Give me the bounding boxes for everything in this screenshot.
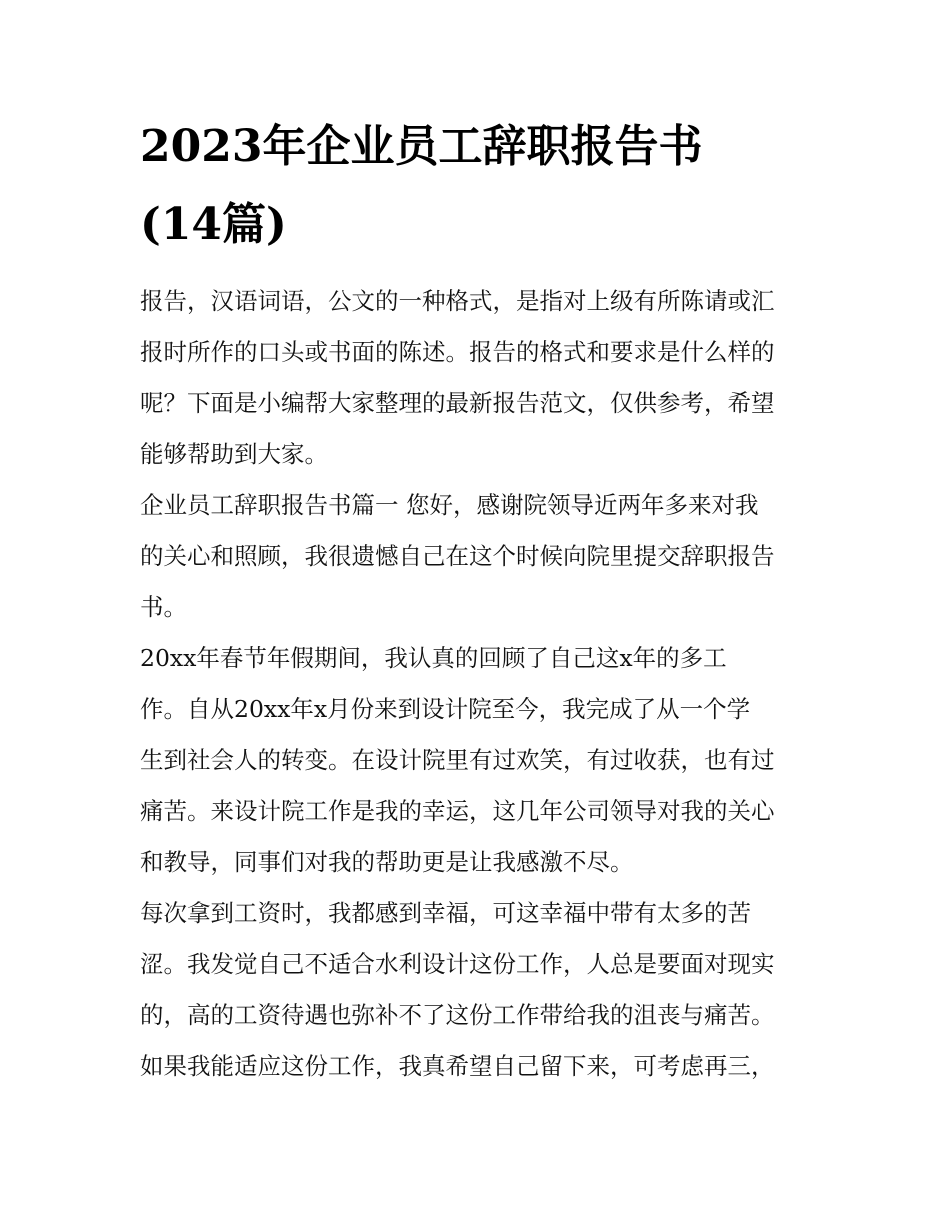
text-line: 报时所作的口头或书面的陈述。报告的格式和要求是什么样的 xyxy=(140,338,775,366)
text-line: 痛苦。来设计院工作是我的幸运，这几年公司领导对我的关心 xyxy=(140,797,775,825)
paragraph-intro xyxy=(140,276,830,480)
text-line: 呢？下面是小编帮大家整理的最新报告范文，仅供参考，希望 xyxy=(140,389,775,417)
text-line: 涩。我发觉自己不适合水利设计这份工作，人总是要面对现实 xyxy=(140,950,775,978)
paragraph-reflection xyxy=(140,633,830,888)
text-line: 的关心和照顾，我很遗憾自己在这个时候向院里提交辞职报告 xyxy=(140,542,775,570)
document-title xyxy=(140,108,820,264)
document-body xyxy=(140,276,830,1092)
text-line: 和教导，同事们对我的帮助更是让我感激不尽。 xyxy=(140,848,634,876)
text-line: 能够帮助到大家。 xyxy=(140,440,328,468)
text-line: 生到社会人的转变。在设计院里有过欢笑，有过收获，也有过 xyxy=(140,746,775,774)
title-line-2: (14篇) xyxy=(140,199,287,250)
text-line: 企业员工辞职报告书篇一 您好，感谢院领导近两年多来对我 xyxy=(140,491,759,519)
text-line: 20xx年春节年假期间，我认真的回顾了自己这x年的多工 xyxy=(140,644,727,672)
paragraph-letter-opening xyxy=(140,480,830,633)
text-line: 如果我能适应这份工作，我真希望自己留下来，可考虑再三， xyxy=(140,1052,775,1080)
paragraph-reason xyxy=(140,888,830,1092)
text-line: 报告，汉语词语，公文的一种格式，是指对上级有所陈请或汇 xyxy=(140,287,775,315)
text-line: 作。自从20xx年x月份来到设计院至今，我完成了从一个学 xyxy=(140,695,751,723)
text-line: 每次拿到工资时，我都感到幸福，可这幸福中带有太多的苦 xyxy=(140,899,751,927)
text-line: 的，高的工资待遇也弥补不了这份工作带给我的沮丧与痛苦。 xyxy=(140,1001,775,1029)
title-line-1: 2023年企业员工辞职报告书 xyxy=(140,121,703,172)
text-line: 书。 xyxy=(140,593,187,621)
